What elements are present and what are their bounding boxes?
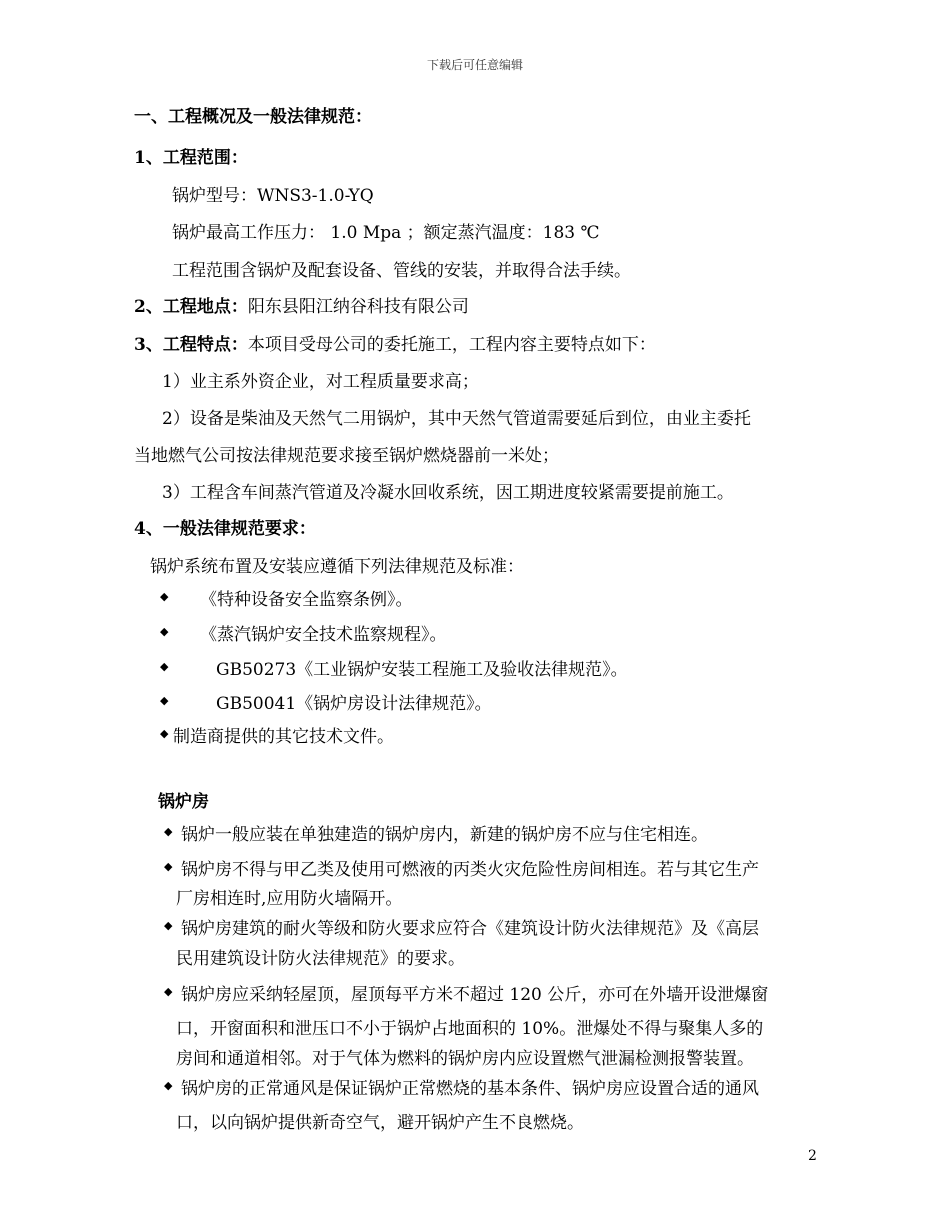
- diamond-bullet-icon: ◆: [164, 1079, 173, 1092]
- features-heading: 3、工程特点：: [134, 335, 248, 355]
- diamond-bullet-icon: ◆: [160, 590, 169, 603]
- feature-item: 当地燃气公司按法律规范要求接至锅炉燃烧器前一米处；: [134, 446, 559, 466]
- standard-item: 制造商提供的其它技术文件。: [173, 727, 394, 747]
- section-title: 一、工程概况及一般法律规范：: [134, 107, 372, 127]
- page-number: 2: [808, 1148, 817, 1164]
- diamond-bullet-icon: ◆: [160, 660, 169, 673]
- diamond-bullet-icon: ◆: [160, 625, 169, 638]
- scope-range: 工程范围含锅炉及配套设备、管线的安装，并取得合法手续。: [172, 261, 631, 281]
- boiler-room-line: 锅炉房应采纳轻屋顶，屋顶每平方米不超过 120 公斤，亦可在外墙开设泄爆窗: [181, 985, 769, 1005]
- boiler-room-line: 口，开窗面积和泄压口不小于锅炉占地面积的 10%。泄爆处不得与聚集人多的: [176, 1019, 764, 1039]
- diamond-bullet-icon: ◆: [164, 919, 173, 932]
- boiler-model: 锅炉型号：WNS3-1.0-YQ: [172, 186, 374, 206]
- boiler-room-line: 锅炉房建筑的耐火等级和防火要求应符合《建筑设计防火法律规范》及《高层: [181, 919, 759, 939]
- diamond-bullet-icon: ◆: [160, 694, 169, 707]
- page-header: 下载后可任意编辑: [426, 58, 523, 72]
- boiler-room-line: 民用建筑设计防火法律规范》的要求。: [176, 949, 465, 969]
- diamond-bullet-icon: ◆: [164, 985, 173, 998]
- boiler-room-line: 厂房相连时,应用防火墙隔开。: [176, 889, 403, 909]
- feature-item: 3）工程含车间蒸汽管道及冷凝水回收系统，因工期进度较紧需要提前施工。: [162, 483, 734, 503]
- location-row: [134, 292, 469, 317]
- feature-item: 2）设备是柴油及天然气二用锅炉，其中天然气管道需要延后到位，由业主委托: [162, 409, 751, 429]
- features-row: [134, 330, 656, 355]
- standard-item: GB50041《锅炉房设计法律规范》。: [216, 694, 492, 714]
- boiler-room-line: 锅炉房的正常通风是保证锅炉正常燃烧的基本条件、锅炉房应设置合适的通风: [181, 1079, 759, 1099]
- boiler-room-line: 锅炉一般应装在单独建造的锅炉房内，新建的锅炉房不应与住宅相连。: [181, 825, 708, 845]
- location-text: 阳东县阳江纳谷科技有限公司: [247, 297, 469, 317]
- standards-intro: 锅炉系统布置及安装应遵循下列法律规范及标准：: [150, 557, 524, 577]
- boiler-room-heading: 锅炉房: [158, 792, 209, 812]
- standard-item: 《蒸汽锅炉安全技术监察规程》。: [200, 625, 447, 645]
- scope-heading: 1、工程范围：: [134, 148, 248, 168]
- boiler-room-line: 锅炉房不得与甲乙类及使用可燃液的丙类火灾危险性房间相连。若与其它生产: [181, 860, 759, 880]
- diamond-bullet-icon: ◆: [164, 825, 173, 838]
- location-heading: 2、工程地点：: [134, 297, 248, 317]
- boiler-pressure: 锅炉最高工作压力： 1.0 Mpa ；额定蒸汽温度：183 ℃: [172, 223, 600, 243]
- standard-item: GB50273《工业锅炉安装工程施工及验收法律规范》。: [216, 660, 628, 680]
- standards-heading: 4、一般法律规范要求：: [134, 519, 316, 539]
- standard-item: 《特种设备安全监察条例》。: [200, 590, 413, 610]
- boiler-room-line: 房间和通道相邻。对于气体为燃料的锅炉房内应设置燃气泄漏检测报警装置。: [176, 1049, 754, 1069]
- features-text: 本项目受母公司的委托施工，工程内容主要特点如下：: [247, 335, 656, 355]
- diamond-bullet-icon: ◆: [164, 860, 173, 873]
- boiler-room-line: 口，以向锅炉提供新奇空气，避开锅炉产生不良燃烧。: [176, 1113, 584, 1133]
- diamond-bullet-icon: ◆: [160, 727, 169, 740]
- feature-item: 1）业主系外资企业，对工程质量要求高；: [162, 372, 479, 392]
